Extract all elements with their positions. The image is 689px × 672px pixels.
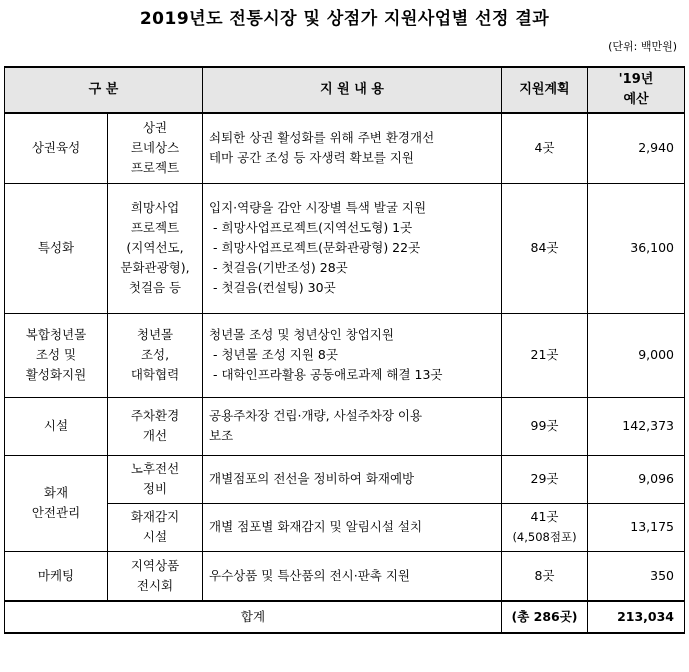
program-line: 희망사업	[130, 200, 180, 215]
category-line: 활성화지원	[25, 367, 87, 382]
selection-results-table	[4, 66, 685, 634]
category-cell: 상권육성	[5, 113, 108, 183]
budget-cell: 9,096	[588, 455, 685, 503]
content-line: 보조	[209, 428, 234, 443]
table-row	[5, 455, 685, 503]
content-line: - 첫걸음(기반조성) 28곳	[213, 260, 348, 275]
content-cell	[203, 113, 502, 183]
plan-cell: 99곳	[502, 397, 588, 455]
category-line: 화재	[43, 485, 69, 500]
plan-line: (4,508점포)	[512, 530, 577, 544]
program-line: 문화관광형),	[120, 260, 190, 275]
plan-cell: 21곳	[502, 313, 588, 397]
program-cell	[108, 551, 203, 601]
content-line: - 희망사업프로젝트(지역선도형) 1곳	[213, 220, 413, 235]
content-line: 입지·역량을 감안 시장별 특색 발굴 지원	[209, 200, 427, 215]
content-line: 개별점포의 전선을 정비하여 화재예방	[209, 471, 415, 486]
category-cell: 마케팅	[5, 551, 108, 601]
program-line: 프로젝트	[130, 160, 180, 176]
total-label: 합계	[5, 601, 502, 633]
budget-cell: 350	[588, 551, 685, 601]
category-line: 복합청년몰	[25, 327, 87, 342]
table-row	[5, 551, 685, 601]
header-content: 지 원 내 용	[203, 67, 502, 113]
category-cell	[5, 455, 108, 551]
budget-cell: 9,000	[588, 313, 685, 397]
budget-cell: 142,373	[588, 397, 685, 455]
header-budget-line2: 예산	[623, 92, 649, 107]
header-budget-line1: '19년	[618, 72, 654, 87]
category-line: 조성 및	[35, 347, 77, 362]
content-line: 공용주차장 건립·개량, 사설주차장 이용	[209, 408, 423, 423]
content-line: - 대학인프라활용 공동애로과제 해결 13곳	[213, 367, 443, 382]
category-line: 안전관리	[31, 505, 81, 520]
program-cell	[108, 313, 203, 397]
category-cell: 특성화	[5, 183, 108, 313]
unit-note: (단위: 백만원)	[608, 40, 677, 53]
program-line: 지역상품	[130, 557, 180, 573]
program-line: 르네상스	[130, 140, 180, 156]
content-line: - 희망사업프로젝트(문화관광형) 22곳	[213, 240, 421, 255]
category-cell	[5, 313, 108, 397]
program-line: 첫걸음 등	[128, 280, 182, 295]
program-line: (지역선도,	[126, 240, 184, 255]
content-cell	[203, 183, 502, 313]
budget-cell: 36,100	[588, 183, 685, 313]
total-plan: (총 286곳)	[502, 601, 588, 633]
table-row	[5, 313, 685, 397]
program-cell	[108, 183, 203, 313]
content-line: - 첫걸음(컨설팅) 30곳	[213, 280, 336, 295]
program-line: 주차환경	[130, 408, 180, 423]
content-line: 개별 점포별 화재감지 및 알림시설 설치	[209, 519, 423, 534]
total-row	[5, 601, 685, 633]
category-cell: 시설	[5, 397, 108, 455]
content-cell	[203, 313, 502, 397]
content-cell	[203, 551, 502, 601]
plan-cell: 8곳	[502, 551, 588, 601]
program-cell	[108, 503, 203, 551]
plan-cell: 29곳	[502, 455, 588, 503]
header-budget	[588, 67, 685, 113]
total-budget: 213,034	[588, 601, 685, 633]
header-plan: 지원계획	[502, 67, 588, 113]
plan-line: 41곳	[530, 509, 559, 524]
content-line: - 청년몰 조성 지원 8곳	[213, 347, 338, 362]
plan-cell: 4곳	[502, 113, 588, 183]
program-line: 프로젝트	[130, 220, 180, 235]
content-line: 우수상품 및 특산품의 전시·판촉 지원	[209, 567, 410, 583]
program-line: 조성,	[140, 347, 170, 362]
plan-cell: 84곳	[502, 183, 588, 313]
content-line: 청년몰 조성 및 청년상인 창업지원	[209, 327, 394, 342]
table-header-row	[5, 67, 685, 113]
content-line: 테마 공간 조성 등 자생력 확보를 지원	[209, 150, 414, 166]
program-line: 노후전선	[130, 461, 180, 476]
header-category: 구 분	[5, 67, 203, 113]
content-cell	[203, 455, 502, 503]
program-cell	[108, 113, 203, 183]
content-cell	[203, 503, 502, 551]
table-row	[5, 183, 685, 313]
program-line: 대학협력	[130, 367, 180, 382]
plan-cell	[502, 503, 588, 551]
program-line: 시설	[142, 529, 168, 544]
program-cell	[108, 455, 203, 503]
program-line: 화재감지	[130, 509, 180, 524]
budget-cell: 2,940	[588, 113, 685, 183]
program-line: 상권	[142, 120, 168, 136]
table-row	[5, 397, 685, 455]
program-line: 정비	[142, 481, 168, 496]
program-cell	[108, 397, 203, 455]
content-cell	[203, 397, 502, 455]
table-row	[5, 113, 685, 183]
page-title: 2019년도 전통시장 및 상점가 지원사업별 선정 결과	[139, 9, 550, 29]
program-line: 전시회	[136, 577, 174, 593]
program-line: 청년몰	[136, 327, 174, 342]
content-line: 쇠퇴한 상권 활성화를 위해 주변 환경개선	[209, 130, 435, 146]
budget-cell: 13,175	[588, 503, 685, 551]
program-line: 개선	[142, 428, 168, 443]
